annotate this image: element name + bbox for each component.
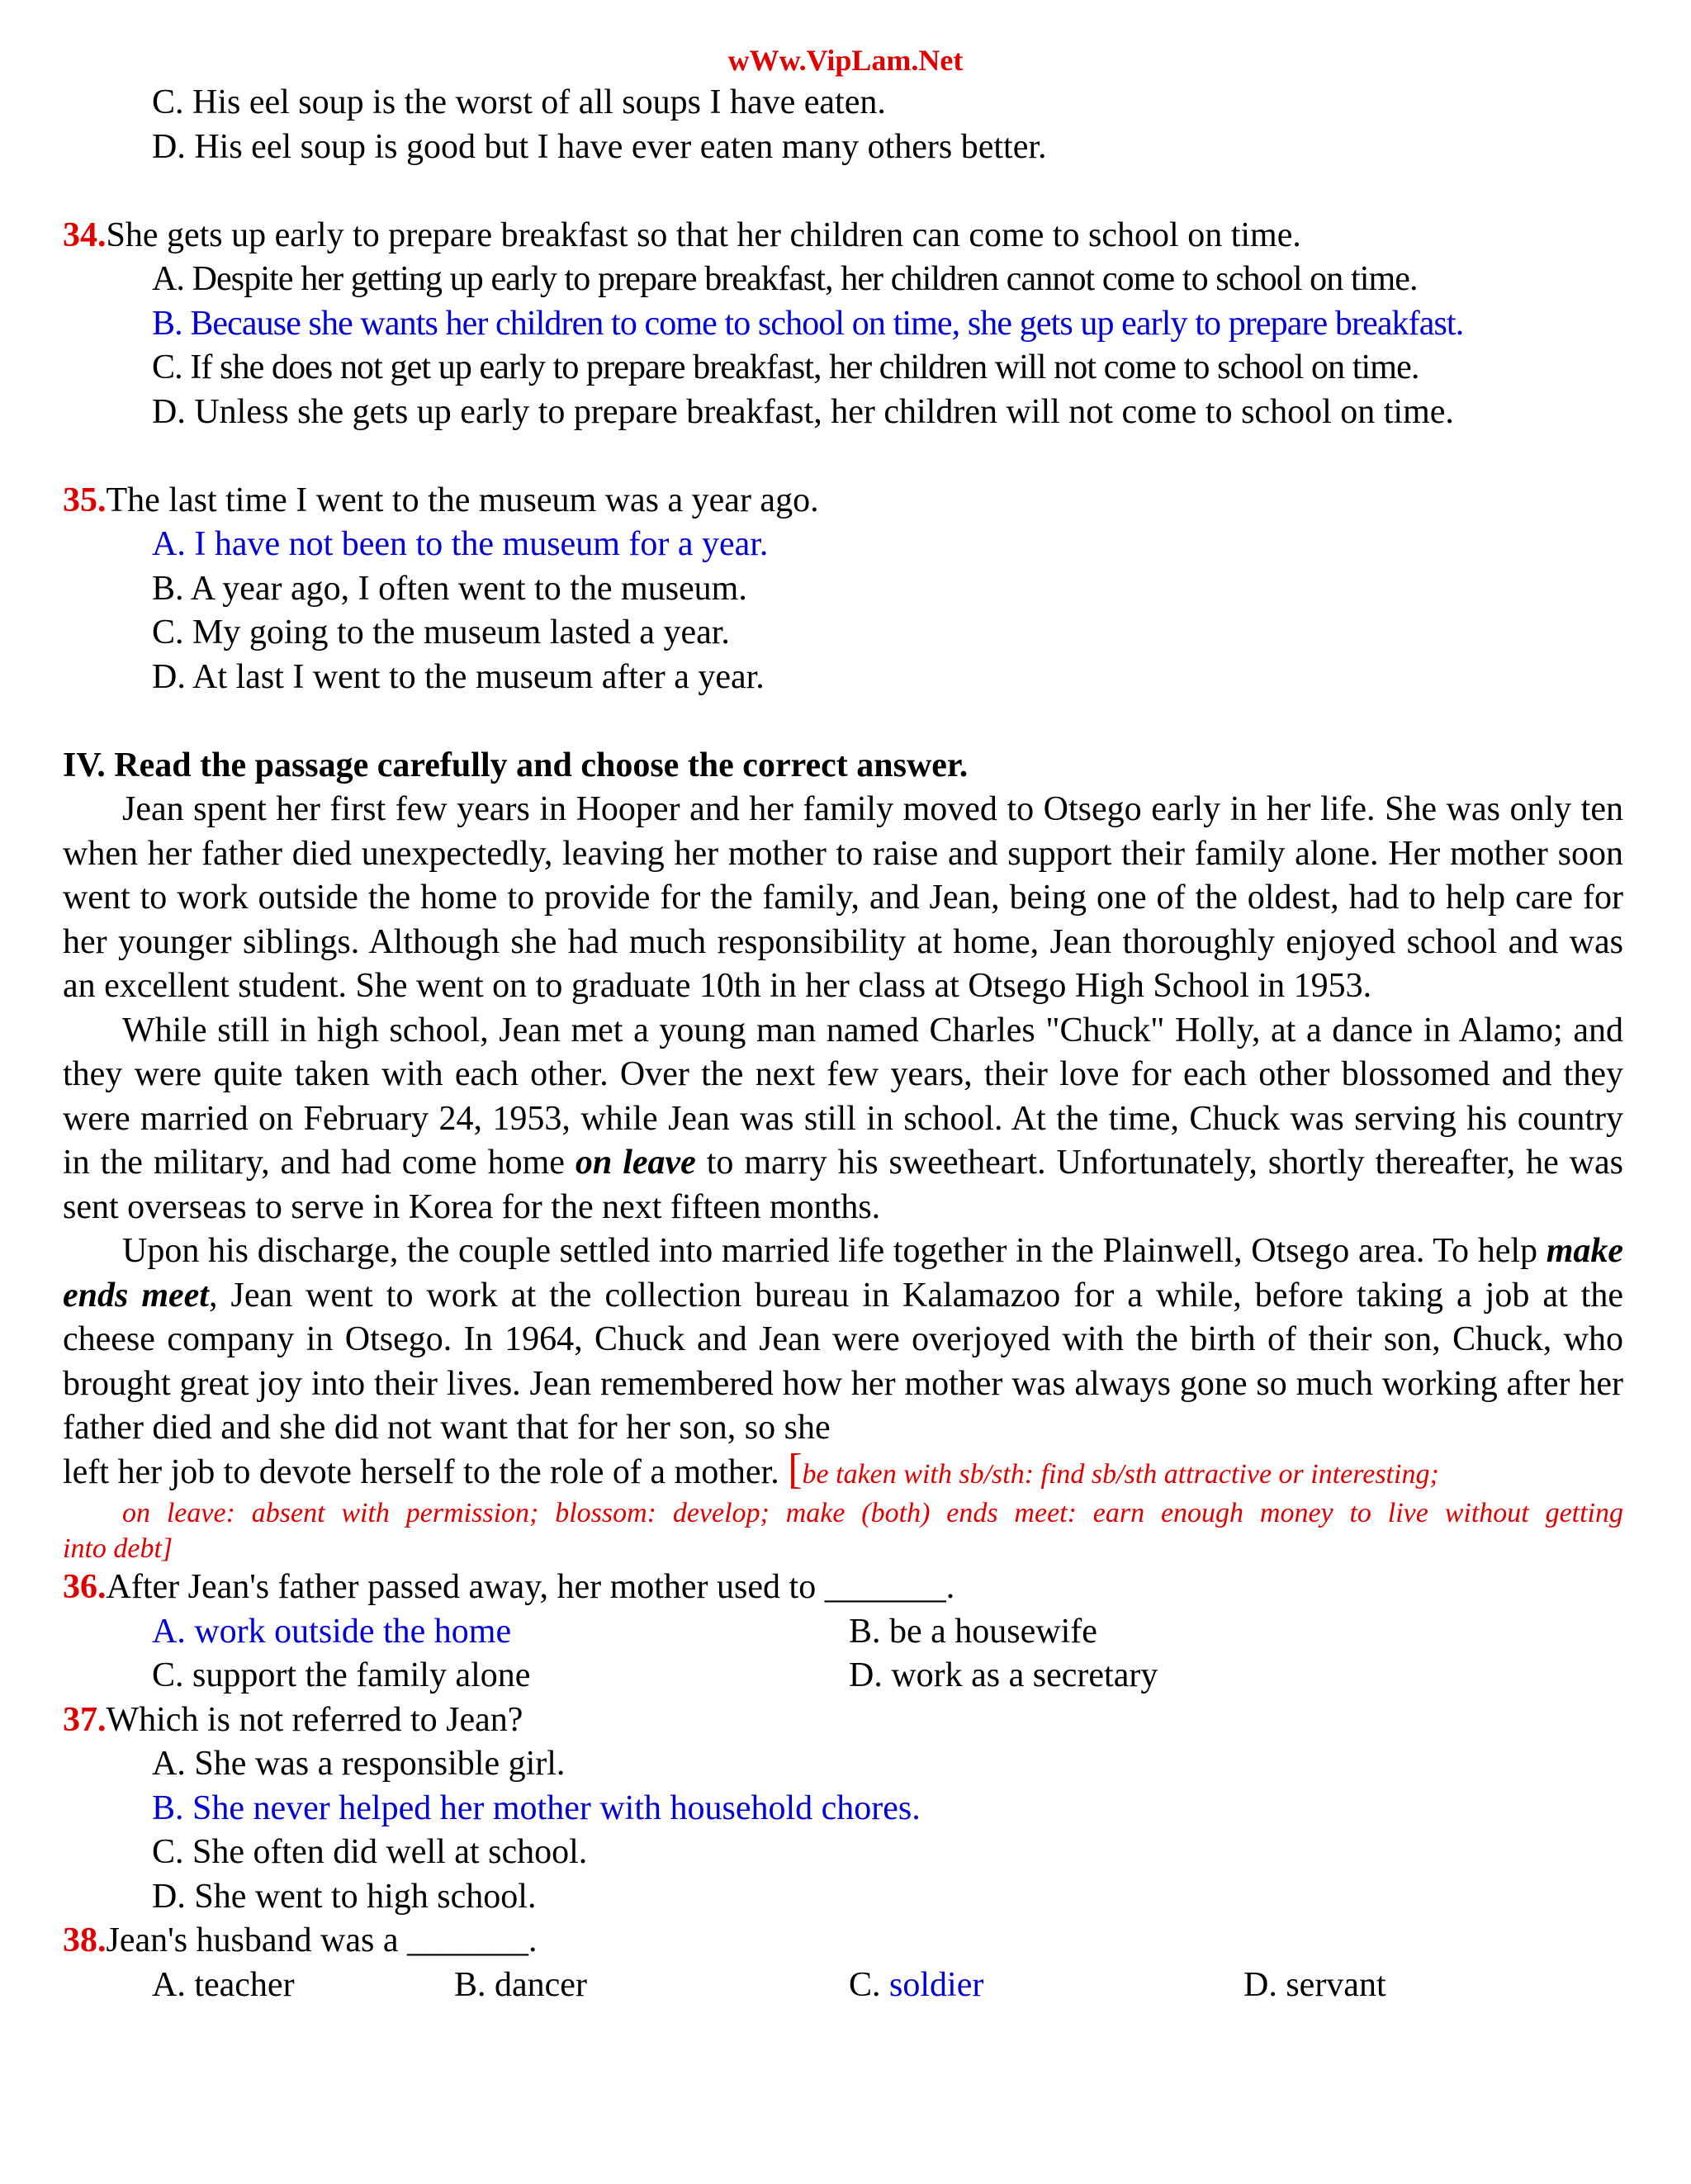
option-b: B. A year ago, I often went to the museum. (152, 569, 747, 608)
question-stem: The last time I went to the museum was a year ago. (106, 481, 819, 519)
emphasis-make-ends-meet: make ends meet (63, 1232, 1623, 1315)
question-number: 37. (63, 1700, 107, 1739)
option-b: B. be a housewife (849, 1612, 1097, 1651)
question-33-tail (63, 81, 1623, 169)
vocabulary-note-3: into debt] (63, 1533, 173, 1564)
section-heading: IV. Read the passage carefully and choose the correct answer. (63, 746, 969, 784)
passage-last-line: left her job to devote herself to the role of a mother. [be taken with sb/sth: find sb/sth attractive or interesting; (63, 1445, 1439, 1493)
option-a: A. Despite her getting up early to prepare breakfast, her children cannot come to school on time. (152, 260, 1418, 298)
vocabulary-note-1: be taken with sb/sth: find sb/sth attractive or interesting; (802, 1458, 1439, 1490)
option-a-answer: A. I have not been to the museum for a year. (152, 525, 769, 563)
option-d: D. His eel soup is good but I have ever eaten many others better. (152, 127, 1047, 166)
option-b: B. dancer (454, 1965, 587, 2004)
question-35 (63, 479, 1623, 700)
option-c-answer: soldier (889, 1965, 984, 2004)
question-37 (63, 1698, 1623, 1920)
option-a-answer: A. work outside the home (152, 1612, 512, 1651)
option-c: C. My going to the museum lasted a year. (152, 614, 730, 651)
question-stem: She gets up early to prepare breakfast so that her children can come to school on time. (106, 216, 1301, 254)
question-38 (63, 1919, 1623, 2007)
question-number: 34. (63, 216, 107, 254)
passage-paragraph-1: Jean spent her first few years in Hooper and her family moved to Otsego early in her life. She was only ten when her father died unexpectedly, leaving her mother to raise and support their family alone. Her mother soon went to work outside the home to provide for the family, and Jean, being one of the oldest, had to help care for her younger siblings. Although she had much responsibility at home, Jean thoroughly enjoyed school and was an excellent student. She went on to graduate 10th in her class at Otsego High School in 1953. (63, 790, 1623, 1005)
passage-paragraph-2: While still in high school, Jean met a young man named Charles "Chuck" Holly, at a dance in Alamo; and they were quite taken with each other. Over the next few years, their love for each other blossomed and they were married on February 24, 1953, while Jean was still in school. At the time, Chuck was serving his country in the military, and had come home on leave to marry his sweetheart. Unfortunately, shortly thereafter, he was sent overseas to serve in Korea for the next fifteen months. (63, 1011, 1624, 1226)
option-a: A. She was a responsible girl. (152, 1745, 566, 1783)
option-d: D. At last I went to the museum after a year. (152, 657, 765, 696)
option-c: C. support the family alone (152, 1656, 531, 1694)
option-d: D. servant (1243, 1965, 1386, 2004)
question-stem: After Jean's father passed away, her mother used to _______. (106, 1568, 955, 1606)
option-d: D. She went to high school. (152, 1877, 537, 1916)
emphasis-on-leave: on leave (575, 1144, 696, 1182)
question-stem: Which is not referred to Jean? (106, 1700, 523, 1739)
option-c: C. His eel soup is the worst of all soups I have eaten. (152, 83, 886, 121)
option-d: D. Unless she gets up early to prepare breakfast, her children will not come to school on time. (152, 392, 1454, 431)
option-d: D. work as a secretary (849, 1656, 1158, 1694)
question-number: 38. (63, 1921, 107, 1959)
option-b-answer: B. She never helped her mother with household chores. (152, 1788, 921, 1827)
document-page (63, 40, 1623, 2007)
passage-paragraph-3: Upon his discharge, the couple settled into married life together in the Plainwell, Otsego area. To help make ends meet, Jean went to work at the collection bureau in Kalamazoo for a while, before taking a job at the cheese company in Otsego. In 1964, Chuck and Jean were overjoyed with the birth of their son, Chuck, who brought great joy into their lives. Jean remembered how her mother was always gone so much working after her father died and she did not want that for her son, so she (63, 1232, 1623, 1447)
question-number: 35. (63, 481, 107, 519)
option-b-answer: B. Because she wants her children to come to school on time, she gets up early to prepare breakfast. (152, 304, 1464, 343)
question-number: 36. (63, 1568, 107, 1606)
reading-section (63, 744, 1623, 1566)
question-34 (63, 214, 1623, 435)
site-watermark: wWw.VipLam.Net (727, 44, 964, 77)
vocabulary-note-2: on leave: absent with permission; blossom: develop; make (both) ends meet: earn enough money to live without getting (122, 1498, 1623, 1528)
option-c: C. soldier (849, 1965, 984, 2004)
option-c: C. If she does not get up early to prepare breakfast, her children will not come to school on time. (152, 348, 1419, 386)
option-c: C. She often did well at school. (152, 1833, 588, 1871)
question-stem: Jean's husband was a _______. (106, 1921, 538, 1959)
option-a: A. teacher (152, 1965, 295, 2004)
question-36 (63, 1566, 1623, 1698)
note-bracket: [ (788, 1445, 803, 1493)
